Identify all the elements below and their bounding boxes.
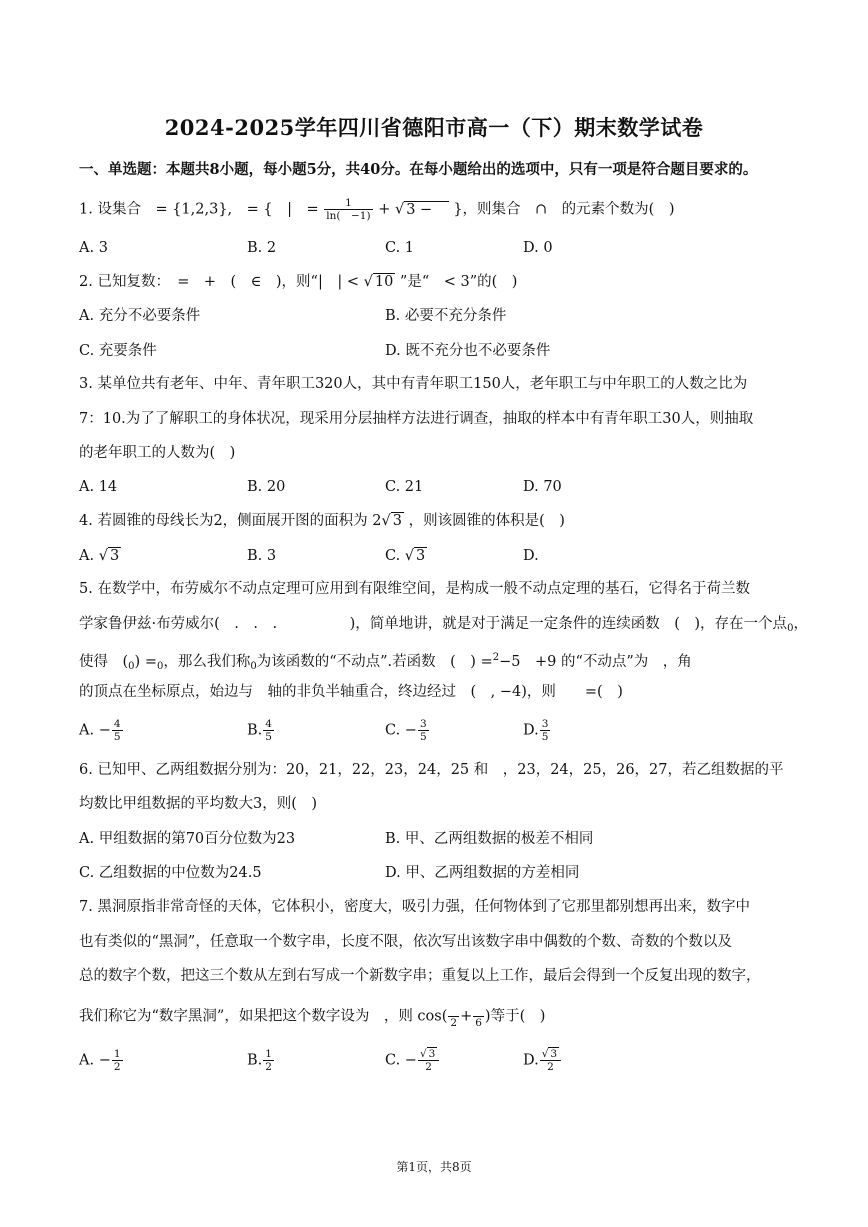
sqrt-symbol: √ [363,274,373,290]
question-3-line-2: 7：10.为了了解职工的身体状况，现采用分层抽样方法进行调查，抽取的样本中有青年职工30人，则抽取 [79,411,754,427]
q6-option-d: D. 甲、乙两组数据的方差相同 [385,865,580,881]
q2-option-a: A. 充分不必要条件 [79,308,201,324]
q3-option-b: B. 20 [247,479,286,495]
exam-title: 2024-2025学年四川省德阳市高一（下）期末数学试卷 [164,115,704,140]
sqrt-symbol: √ [419,1048,427,1060]
q4-option-b: B. 3 [247,548,277,564]
q1-option-b: B. 2 [247,240,277,256]
q6-option-b: B. 甲、乙两组数据的极差不相同 [385,831,594,847]
question-7-line-2: 也有类似的“黑洞”，任意取一个数字串，长度不限，依次写出该数字串中偶数的个数、奇数的个数以及 [79,934,732,950]
q3-option-a: A. 14 [79,479,118,495]
q1-option-a: A. 3 [79,240,108,256]
q7-option-a: A. − $\frac{1}{2}$ [79,1048,121,1073]
q7-option-d: D. $\frac{√ 3}{2}$ [523,1048,562,1073]
question-6-line-2: 均数比甲组数据的平均数大3，则( ) [79,796,318,812]
question-1-stem: 1. 设集合 = {1,2,3}, = { | = $\frac{1}{\ln( -1)}$ + √ 3 − }，则集合 ∩ 的元素个数为( ) [79,197,675,222]
section-heading-single-choice: 一、单选题：本题共8小题，每小题5分，共40分。在每小题给出的选项中，只有一项是符合题目要求的。 [79,161,758,178]
fraction: $\frac{1}{\ln( -1)}$ [326,197,371,222]
q5-option-b: B. $\frac{4}{5}$ [247,718,272,743]
q4-option-d: D. [523,548,539,564]
q2-option-b: B. 必要不充分条件 [385,308,507,324]
question-5-line-4: 的顶点在坐标原点，始边与 轴的非负半轴重合，终边经过 ( , −4)，则 =( ) [79,684,623,700]
q5-option-a: A. − $\frac{4}{5}$ [79,718,121,743]
sqrt-symbol: √ [98,548,108,564]
sqrt-symbol: √ [394,201,405,218]
q4-option-a: A. √ 3 [79,548,120,564]
q3-option-d: D. 70 [523,479,562,495]
question-6-line-1: 6. 已知甲、乙两组数据分别为：20，21，22，23，24，25 和 ，23，24，25，26，27，若乙组数据的平 [79,762,784,778]
sqrt-symbol: √ [541,1048,549,1060]
q2-option-c: C. 充要条件 [79,343,157,359]
sqrt-symbol: √ [381,513,391,529]
question-3-line-1: 3. 某单位共有老年、中年、青年职工320人，其中有青年职工150人，老年职工与中年职工的人数之比为 [79,376,748,392]
q1-option-d: D. 0 [523,240,553,256]
question-7-line-3: 总的数字个数，把这三个数从左到右写成一个新数字串；重复以上工作，最后会得到一个反复出现的数字， [79,968,761,984]
question-5-line-1: 5. 在数学中，布劳威尔不动点定理可应用到有限维空间，是构成一般不动点定理的基石，它得名于荷兰数 [79,581,750,597]
q4-option-c: C. √ 3 [385,548,426,564]
q2-option-d: D. 既不充分也不必要条件 [385,343,551,359]
question-7-line-4: 我们称它为“数字黑洞”，如果把这个数字设为 ，则 cos( 2 + 6 )等于( ) [79,1004,545,1029]
question-2-stem: 2. 已知复数： = + ( ∈ )，则“| | < √ 10 ”是“ < 3”的( ) [79,274,518,290]
q5-option-d: D. $\frac{3}{5}$ [523,718,549,743]
question-5-line-2: 学家鲁伊兹·布劳威尔( . . . )，简单地讲，就是对于满足一定条件的连续函数 ( )，存在一个点$_0$， [79,616,808,634]
q3-option-c: C. 21 [385,479,424,495]
question-3-line-3: 的老年职工的人数为( ) [79,445,236,461]
question-7-line-1: 7. 黑洞原指非常奇怪的天体，它体积小，密度大，吸引力强，任何物体到了它那里都别想再出来，数字中 [79,899,750,915]
question-4-stem: 4. 若圆锥的母线长为2，侧面展开图的面积为 2√ 3 ，则该圆锥的体积是( ) [79,513,565,529]
q7-option-b: B. $\frac{1}{2}$ [247,1048,272,1073]
q5-option-c: C. − $\frac{3}{5}$ [385,718,427,743]
q7-option-c: C. − $\frac{√ 3}{2}$ [385,1048,440,1073]
q6-option-a: A. 甲组数据的第70百分位数为23 [79,831,296,847]
q1-option-c: C. 1 [385,240,415,256]
q6-option-c: C. 乙组数据的中位数为24.5 [79,865,262,881]
sqrt-symbol: √ [404,548,415,564]
page-footer: 第1页，共8页 [396,1160,472,1174]
question-5-line-3: 使得 $(_0) =_0$，那么我们称$_0$为该函数的“不动点”.若函数 ( ) =$^2$−5 +9 的“不动点”为 ，角 [79,652,692,672]
